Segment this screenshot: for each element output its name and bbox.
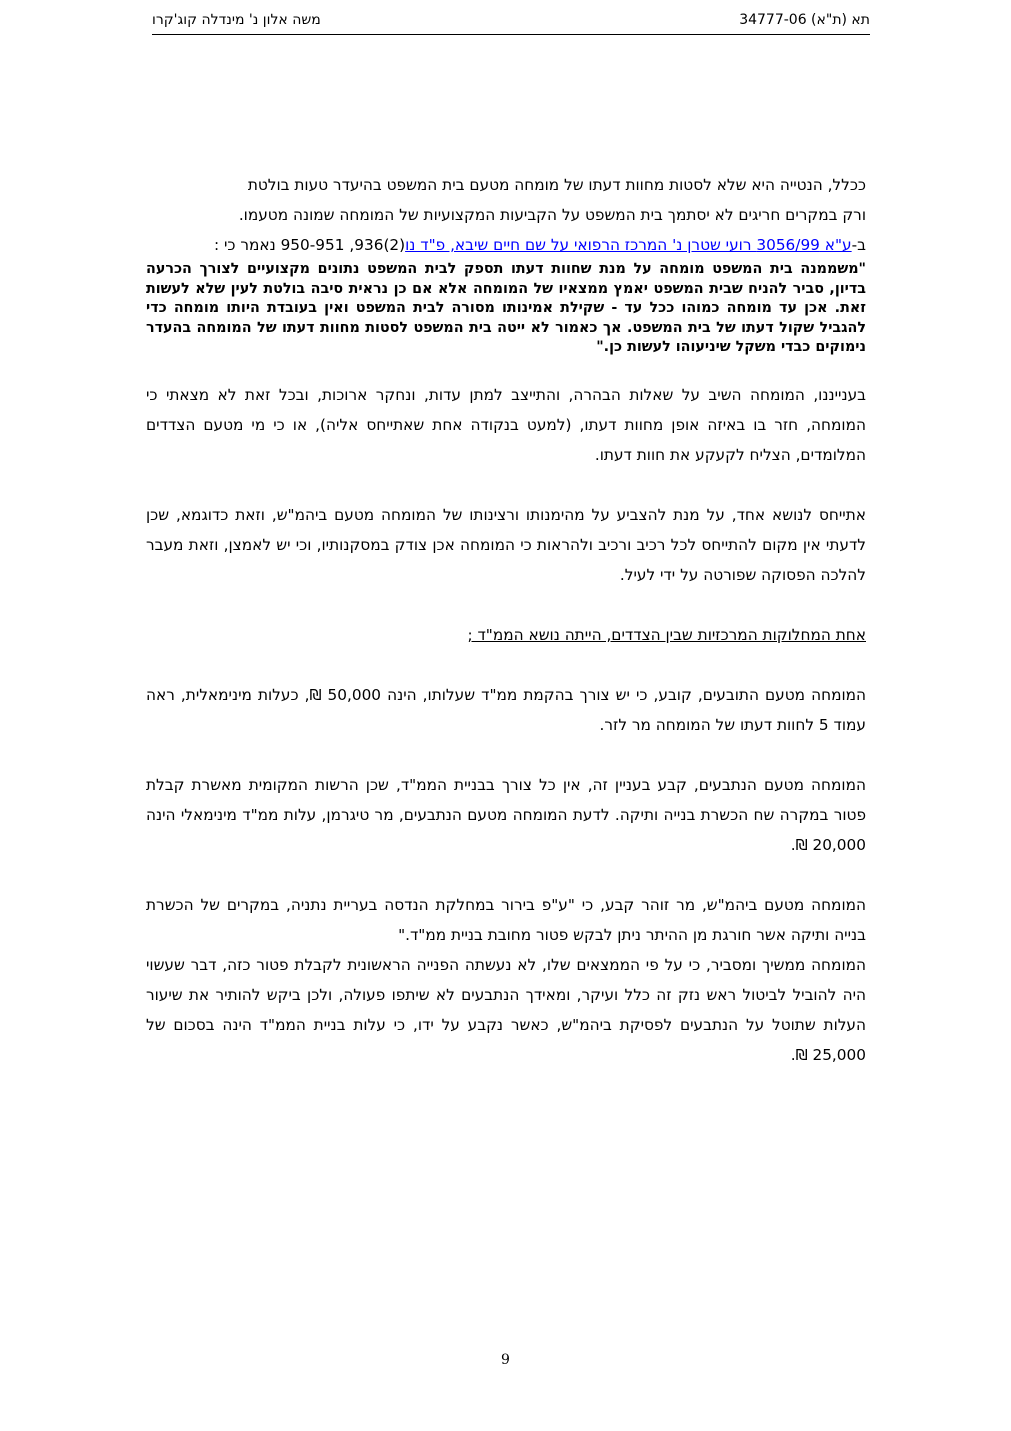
paragraph-1-line-1: ככלל, הנטייה היא שלא לסטות מחוות דעתו של מומחה מטעם בית המשפט בהיעדר טעות בולטת (247, 176, 866, 194)
paragraph-7: המומחה ממשיך ומסביר, כי על פי הממצאים שלו, לא נעשתה הפנייה הראשונית לקבלת פטור כזה, דבר שעשוי היה להוביל לביטול ראש נזק זה כלל ועיקר, ומאידך הנתבעים לא שיתפו פעולה, ולכן ביקש להותיר את שיעור העלות שתוטל על הנתבעים לפסיקת ביהמ"ש, כאשר נקבע על ידו, כי עלות בניית הממ"ד הינה בסכום של 25,000 ₪. (146, 955, 866, 1064)
document-body (146, 170, 866, 1070)
case-parties: משה אלון נ' מינדלה קוג'קרו (152, 12, 321, 28)
page-number: 9 (501, 1352, 510, 1368)
paragraph-3: אתייחס לנושא אחד, על מנת להצביע על מהימנותו ורצינותו של המומחה מטעם ביהמ"ש, וזאת כדוגמא, שכן לדעתי אין מקום להתייחס לכל רכיב ורכיב ולהראות כי המומחה אכן צודק במסקנותיו, וכי יש לאמצן, וזאת מעבר להלכה הפסוקה שפורטה על ידי לעיל. (146, 505, 866, 584)
block-quote: "משממנה בית המשפט מומחה על מנת שחוות דעתו תספק לבית המשפט נתונים מקצועיים לצורך הכרעה בדיון, סביר להניח שבית המשפט יאמץ ממצאיו של המומחה אלא אם כן נראית סיבה בולטת לעין שלא לעשות זאת. אכן עד מומחה כמוהו ככל עד - שקילת אמינותו מסורה לבית המשפט ואין בעובדת היותו מומחה כדי להגביל שקול דעתו של בית המשפט. אך כאמור לא ייטה בית המשפט לסטות מחוות דעתו של המומחה בהעדר נימוקים כבדי משקל שיניעוהו לעשות כן." (146, 261, 866, 355)
citation-link[interactable]: ע"א 3056/99 רועי שטרן נ' המרכז הרפואי על שם חיים שיבא, פ"ד נו (405, 236, 852, 254)
paragraph-5: המומחה מטעם הנתבעים, קבע בעניין זה, אין כל צורך בבניית הממ"ד, שכן הרשות המקומית מאשרת קבלת פטור במקרה שח הכשרת בנייה ותיקה. לדעת המומחה מטעם הנתבעים, מר טיגרמן, עלות ממ"ד מינימאלי הינה 20,000 ₪. (146, 775, 866, 854)
paragraph-1-line-2: ורק במקרים חריגים לא יסתמך בית המשפט על הקביעות המקצועיות של המומחה שמונה מטעמו. (238, 206, 866, 224)
paragraph-1 (146, 170, 866, 260)
section-heading: אחת המחלוקות המרכזיות שבין הצדדים, הייתה נושא הממ"ד ; (467, 625, 866, 644)
citation-suffix: (2)936, 950-951 נאמר כי : (213, 236, 406, 254)
running-header (152, 8, 870, 35)
case-number: תא (ת"א) 34777-06 (739, 12, 870, 28)
citation-prefix: ב- (851, 236, 866, 254)
paragraph-4: המומחה מטעם התובעים, קובע, כי יש צורך בהקמת ממ"ד שעלותו, הינה 50,000 ₪, כעלות מינימאלית, ראה עמוד 5 לחוות דעתו של המומחה מר לזר. (146, 685, 867, 734)
paragraph-2: בענייננו, המומחה השיב על שאלות הבהרה, והתייצב למתן עדות, ונחקר ארוכות, ובכל זאת לא מצאתי כי המומחה, חזר בו באיזה אופן מחוות דעתו, (למעט בנקודה אחת שאתייחס אליה), או כי מי מטעם הצדדים המלומדים, הצליח לקעקע את חוות דעתו. (146, 385, 866, 464)
paragraph-6: המומחה מטעם ביהמ"ש, מר זוהר קבע, כי "ע"פ בירור במחלקת הנדסה בעריית נתניה, במקרים של הכשרת בנייה ותיקה אשר חורגת מן ההיתר ניתן לבקש פטור מחובת בניית ממ"ד." (146, 895, 866, 944)
